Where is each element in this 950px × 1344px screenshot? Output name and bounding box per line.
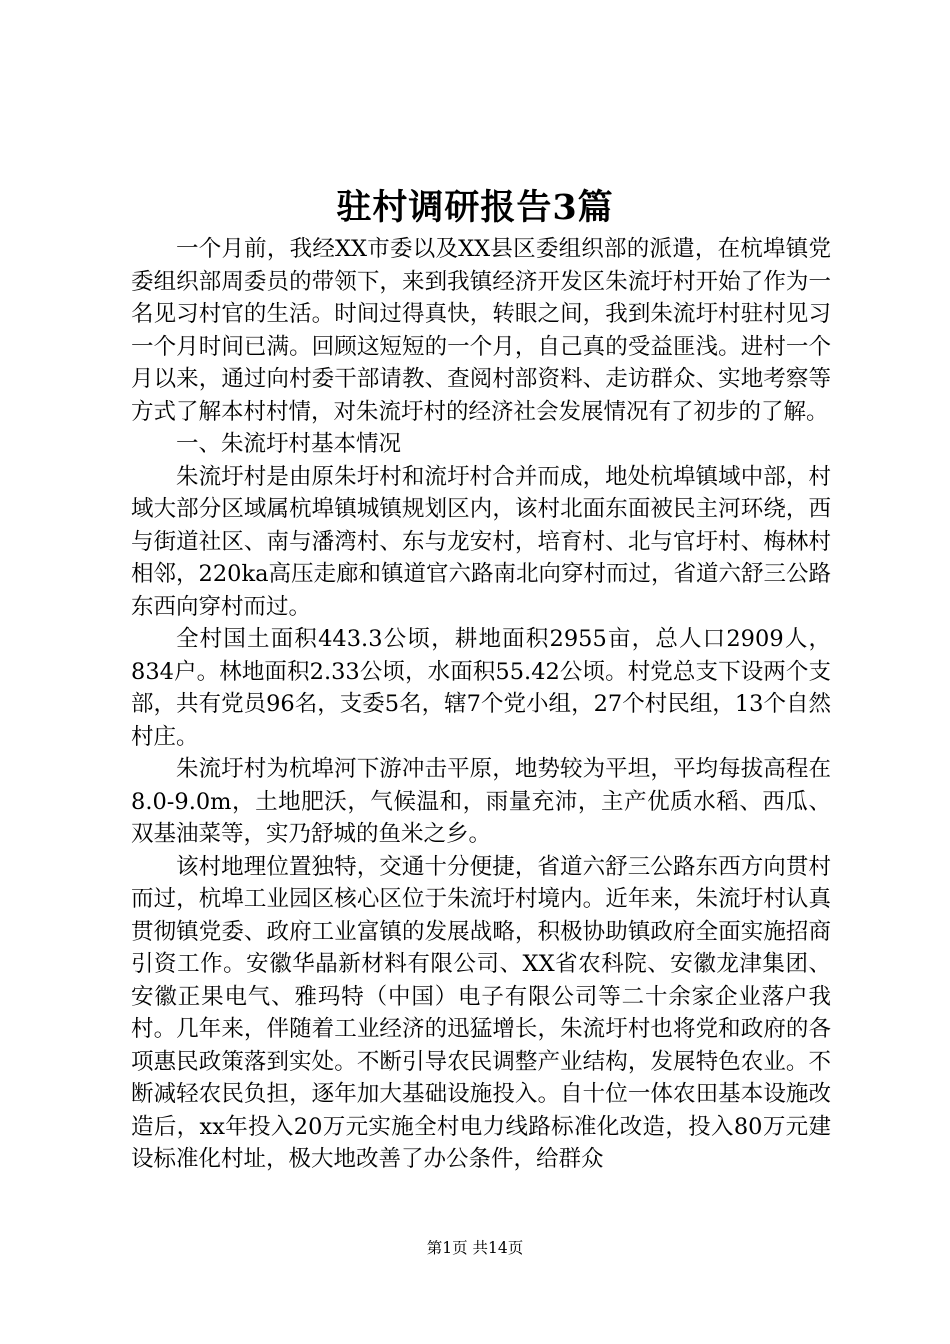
document-title: 驻村调研报告3篇	[336, 187, 614, 228]
paragraph-statistics: 全村国土面积443.3公顷，耕地面积2955亩，总人口2909人，834户。林地面积2.33公顷，水面积55.42公顷。村党总支下设两个支部，共有党员96名，支委5名，辖7个党小组，27个村民组，13个自然村庄。	[131, 626, 831, 750]
section-heading-basic-info: 一、朱流圩村基本情况	[176, 431, 402, 457]
page-number-footer: 第1页 共14页	[426, 1239, 524, 1257]
paragraph-intro: 一个月前，我经XX市委以及XX县区委组织部的派遣，在杭埠镇党委组织部周委员的带领下，来到我镇经济开发区朱流圩村开始了作为一名见习村官的生活。时间过得真快，转眼之间，我到朱流圩村驻村见习一个月时间已满。回顾这短短的一个月，自己真的受益匪浅。进村一个月以来，通过向村委干部请教、查阅村部资料、走访群众、实地考察等方式了解本村村情，对朱流圩村的经济社会发展情况有了初步的了解。	[131, 236, 831, 425]
paragraph-development: 该村地理位置独特，交通十分便捷，省道六舒三公路东西方向贯村而过，杭埠工业园区核心区位于朱流圩村境内。近年来，朱流圩村认真贯彻镇党委、政府工业富镇的发展战略，积极协助镇政府全面实施招商引资工作。安徽华晶新材料有限公司、XX省农科院、安徽龙津集团、安徽正果电气、雅玛特（中国）电子有限公司等二十余家企业落户我村。几年来，伴随着工业经济的迅猛增长，朱流圩村也将党和政府的各项惠民政策落到实处。不断引导农民调整产业结构，发展特色农业。不断减轻农民负担，逐年加大基础设施投入。自十位一体农田基本设施改造后，xx年投入20万元实施全村电力线路标准化改造，投入80万元建设标准化村址，极大地改善了办公条件，给群众	[131, 853, 831, 1172]
paragraph-geography: 朱流圩村为杭埠河下游冲击平原，地势较为平坦，平均每拔高程在8.0-9.0m，土地肥沃，气候温和，雨量充沛，主产优质水稻、西瓜、双基油菜等，实乃舒城的鱼米之乡。	[131, 756, 831, 847]
paragraph-location: 朱流圩村是由原朱圩村和流圩村合并而成，地处杭埠镇域中部，村域大部分区域属杭埠镇城镇规划区内，该村北面东面被民主河环绕，西与街道社区、南与潘湾村、东与龙安村，培育村、北与官圩村、梅林村相邻，220ka高压走廊和镇道官六路南北向穿村而过，省道六舒三公路东西向穿村而过。	[131, 463, 831, 620]
document-body	[131, 233, 831, 1176]
